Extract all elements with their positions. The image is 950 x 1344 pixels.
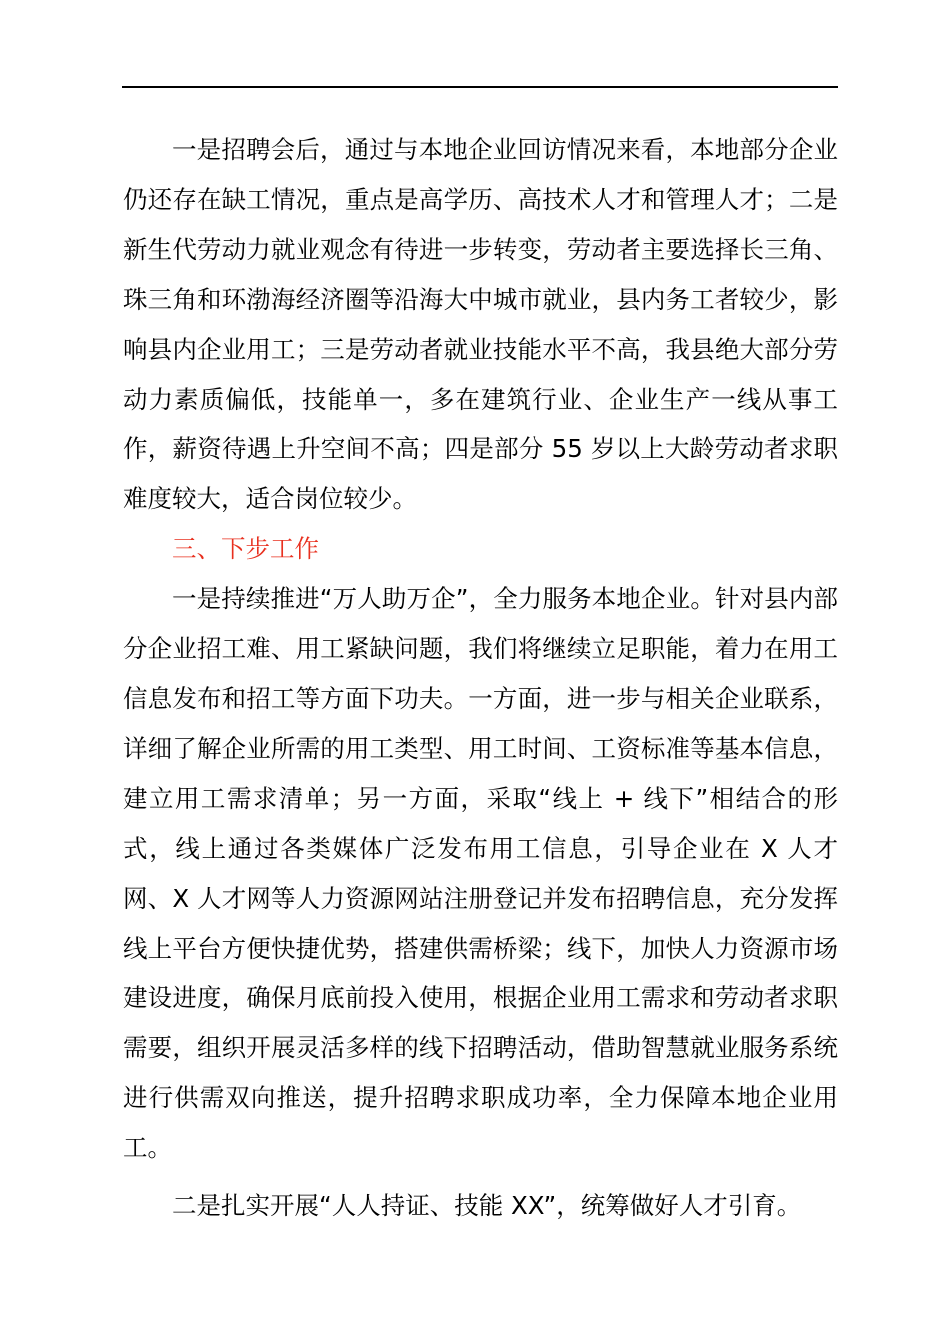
header-rule [122, 86, 838, 88]
paragraph-serve-enterprises: 一是持续推进“万人助万企”，全力服务本地企业。针对县内部分企业招工难、用工紧缺问题，我们将继续立足职能，着力在用工信息发布和招工等方面下功夫。一方面，进一步与相关企业联系，详细了解企业所需的用工类型、用工时间、工资标准等基本信息，建立用工需求清单；另一方面，采取“线上 + 线下”相结合的形式，线上通过各类媒体广泛发布用工信息，引导企业在 X 人才网、X 人才网等人力资源网站注册登记并发布招聘信息，充分发挥线上平台方便快捷优势，搭建供需桥梁；线下，加快人力资源市场建设进度，确保月底前投入使用，根据企业用工需求和劳动者求职需要，组织开展灵活多样的线下招聘活动，借助智慧就业服务系统进行供需双向推送，提升招聘求职成功率，全力保障本地企业用工。 [123, 584, 838, 1163]
section-heading-next-steps: 三、下步工作 [172, 534, 319, 564]
paragraph-problems: 一是招聘会后，通过与本地企业回访情况来看，本地部分企业仍还存在缺工情况，重点是高学历、高技术人才和管理人才；二是新生代劳动力就业观念有待进一步转变，劳动者主要选择长三角、珠三角和环渤海经济圈等沿海大中城市就业，县内务工者较少，影响县内企业用工；三是劳动者就业技能水平不高，我县绝大部分劳动力素质偏低，技能单一，多在建筑行业、企业生产一线从事工作，薪资待遇上升空间不高；四是部分 55 岁以上大龄劳动者求职难度较大，适合岗位较少。 [123, 135, 838, 514]
paragraph-skills-certification: 二是扎实开展“人人持证、技能 XX”，统筹做好人才引育。 [172, 1191, 802, 1221]
document-body [123, 125, 838, 1231]
